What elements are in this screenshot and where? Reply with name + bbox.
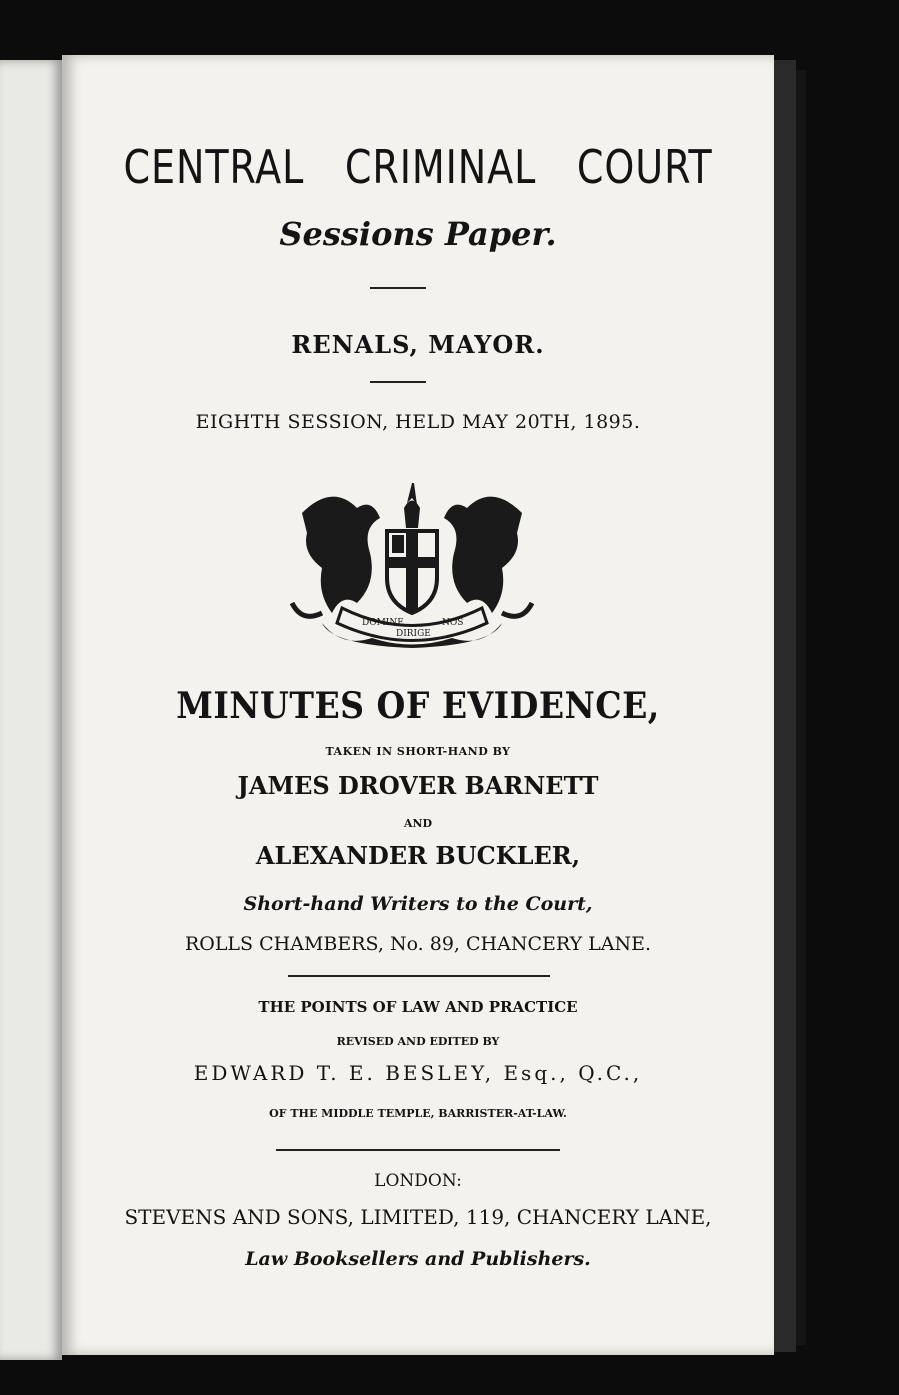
editor-name: EDWARD T. E. BESLEY, Esq., Q.C., (193, 1061, 643, 1085)
session-line: EIGHTH SESSION, HELD MAY 20TH, 1895. (195, 411, 641, 433)
publisher-city: LONDON: (374, 1171, 462, 1191)
book-edge (774, 60, 796, 1352)
and-line: AND (403, 817, 433, 830)
publisher-tagline: Law Booksellers and Publishers. (245, 1248, 591, 1270)
motto-word: DIRIGE (396, 629, 431, 639)
court-title: CENTRAL CRIMINAL COURT (123, 140, 713, 194)
city-of-london-arms-icon (262, 473, 562, 648)
sessions-paper-subtitle: Sessions Paper. (279, 215, 557, 253)
book-edge-shadow (796, 70, 806, 1345)
writer-name: ALEXANDER BUCKLER, (255, 841, 581, 870)
minutes-title: MINUTES OF EVIDENCE, (176, 685, 660, 727)
writer-name: JAMES DROVER BARNETT (237, 771, 599, 800)
title-page (62, 55, 774, 1355)
motto-word: NOS (442, 618, 464, 628)
editor-affiliation: OF THE MIDDLE TEMPLE, BARRISTER-AT-LAW. (269, 1107, 567, 1120)
revised-line: REVISED AND EDITED BY (336, 1035, 500, 1048)
divider (276, 1149, 560, 1151)
motto-word: DOMINE (362, 618, 404, 628)
mayor-line: RENALS, MAYOR. (291, 330, 545, 359)
points-line: THE POINTS OF LAW AND PRACTICE (258, 998, 578, 1016)
taken-by-line: TAKEN IN SHORT-HAND BY (325, 745, 511, 758)
role-line: Short-hand Writers to the Court, (243, 893, 593, 915)
left-page-edge (0, 60, 62, 1360)
divider (288, 975, 550, 977)
address-line: ROLLS CHAMBERS, No. 89, CHANCERY LANE. (184, 933, 652, 955)
divider (370, 287, 426, 289)
divider (370, 381, 426, 383)
publisher-name: STEVENS AND SONS, LIMITED, 119, CHANCERY LANE, (124, 1205, 712, 1229)
